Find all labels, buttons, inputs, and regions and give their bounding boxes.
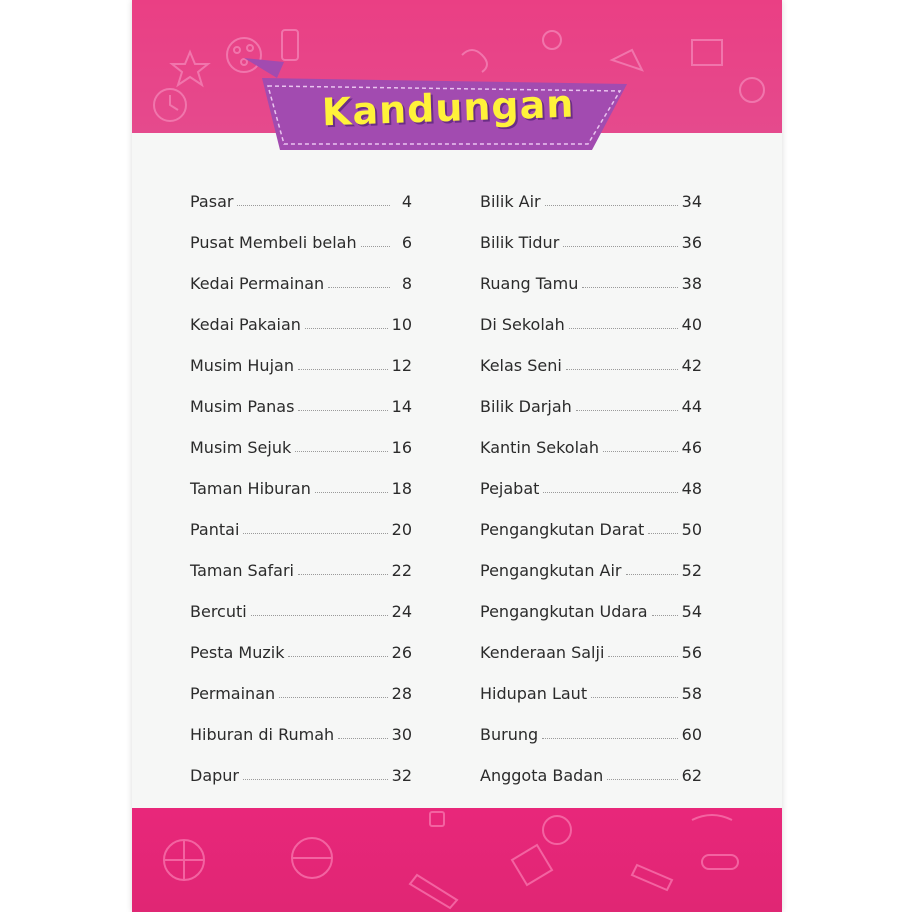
toc-entry-page-number: 14 (391, 397, 412, 416)
dot-leader (607, 778, 677, 780)
toc-entry-label: Bilik Tidur (480, 233, 560, 252)
toc-entry (480, 334, 702, 375)
toc-entry-page-number: 28 (391, 684, 412, 703)
toc-entry (190, 457, 412, 498)
toc-entry (190, 211, 412, 252)
toc-entry (190, 703, 412, 744)
dot-leader (298, 409, 387, 411)
toc-entry (480, 252, 702, 293)
toc-entry (190, 662, 412, 703)
toc-entry-page-number: 8 (401, 274, 412, 293)
dot-leader (626, 573, 678, 575)
dot-leader (298, 573, 388, 575)
toc-entry (480, 539, 702, 580)
dot-leader (328, 286, 390, 288)
toc-entry-label: Pengangkutan Darat (480, 520, 645, 539)
dot-leader (305, 327, 388, 329)
toc-entry (480, 170, 702, 211)
dot-leader (243, 778, 388, 780)
toc-entry-page-number: 36 (681, 233, 702, 252)
toc-entry-page-number: 26 (391, 643, 412, 662)
toc-entry-page-number: 60 (681, 725, 702, 744)
toc-entry (480, 580, 702, 621)
toc-entry-page-number: 54 (681, 602, 702, 621)
toc-entry (190, 621, 412, 662)
toc-entry-page-number: 24 (391, 602, 412, 621)
toc-entry-label: Kantin Sekolah (480, 438, 599, 457)
toc-entry-page-number: 22 (391, 561, 412, 580)
dot-leader (288, 655, 387, 657)
dot-leader (563, 245, 677, 247)
toc-entry-label: Permainan (190, 684, 276, 703)
toc-entry-page-number: 50 (681, 520, 702, 539)
toc-entry-label: Dapur (190, 766, 239, 785)
dot-leader (251, 614, 388, 616)
dot-leader (576, 409, 678, 411)
toc-entry-page-number: 4 (401, 192, 412, 211)
toc-entry (190, 170, 412, 211)
toc-entry (480, 211, 702, 252)
dot-leader (237, 204, 390, 206)
toc-entry-label: Pantai (190, 520, 240, 539)
toc-entry-page-number: 16 (391, 438, 412, 457)
toc-entry-label: Pasar (190, 192, 234, 211)
toc-entry-label: Burung (480, 725, 539, 744)
dot-leader (608, 655, 677, 657)
dot-leader (603, 450, 678, 452)
toc-entry-label: Taman Safari (190, 561, 294, 580)
toc-entry-page-number: 48 (681, 479, 702, 498)
dot-leader (652, 614, 678, 616)
toc-entry-page-number: 42 (681, 356, 702, 375)
toc-entry (480, 457, 702, 498)
toc-entry-page-number: 46 (681, 438, 702, 457)
toc-entry-page-number: 62 (681, 766, 702, 785)
toc-entry (190, 580, 412, 621)
dot-leader (315, 491, 388, 493)
toc-entry-page-number: 30 (391, 725, 412, 744)
toc-entry-label: Anggota Badan (480, 766, 604, 785)
dot-leader (566, 368, 678, 370)
toc-entry-page-number: 52 (681, 561, 702, 580)
toc-entry (480, 498, 702, 539)
dot-leader (648, 532, 677, 534)
toc-entry-label: Bilik Darjah (480, 397, 572, 416)
toc-entry-page-number: 44 (681, 397, 702, 416)
toc-entry (190, 539, 412, 580)
toc-entry (480, 662, 702, 703)
dot-leader (338, 737, 388, 739)
toc-entry-label: Kedai Pakaian (190, 315, 301, 334)
dot-leader (543, 491, 677, 493)
toc-entry (480, 375, 702, 416)
dot-leader (545, 204, 678, 206)
toc-entry-label: Pusat Membeli belah (190, 233, 357, 252)
dot-leader (591, 696, 678, 698)
toc-entry-page-number: 32 (391, 766, 412, 785)
toc-entry (190, 744, 412, 785)
dot-leader (279, 696, 388, 698)
dot-leader (542, 737, 678, 739)
toc-entry-label: Pesta Muzik (190, 643, 285, 662)
toc-entry (190, 375, 412, 416)
bottom-pink-band (132, 808, 782, 912)
toc-column-right (480, 170, 702, 785)
toc-entry (480, 293, 702, 334)
toc-entry-label: Taman Hiburan (190, 479, 311, 498)
toc-entry-page-number: 38 (681, 274, 702, 293)
dot-leader (298, 368, 388, 370)
toc-entry-label: Pengangkutan Udara (480, 602, 648, 621)
toc-entry-page-number: 56 (681, 643, 702, 662)
toc-entry-label: Musim Hujan (190, 356, 294, 375)
toc-entry-page-number: 34 (681, 192, 702, 211)
dot-leader (582, 286, 677, 288)
toc-entry (480, 416, 702, 457)
toc-entry (190, 498, 412, 539)
toc-entry-label: Bercuti (190, 602, 247, 621)
dot-leader (569, 327, 678, 329)
toc-entry-label: Kelas Seni (480, 356, 562, 375)
toc-entry-page-number: 18 (391, 479, 412, 498)
page-title: Kandungan (321, 81, 575, 135)
toc-entry (190, 252, 412, 293)
toc-entry-page-number: 6 (401, 233, 412, 252)
toc-entry-label: Musim Panas (190, 397, 295, 416)
toc-entry-label: Hidupan Laut (480, 684, 588, 703)
dot-leader (361, 245, 390, 247)
toc-entry-page-number: 58 (681, 684, 702, 703)
toc-entry-page-number: 10 (391, 315, 412, 334)
toc-entry (190, 293, 412, 334)
toc-entry (190, 334, 412, 375)
dot-leader (243, 532, 387, 534)
toc-entry-label: Musim Sejuk (190, 438, 292, 457)
toc-entry-label: Pengangkutan Air (480, 561, 622, 580)
toc-entry (480, 744, 702, 785)
toc-column-left (190, 170, 412, 785)
toc-entry-page-number: 40 (681, 315, 702, 334)
toc-entry-label: Hiburan di Rumah (190, 725, 335, 744)
toc-entry-label: Di Sekolah (480, 315, 565, 334)
toc-entry-label: Ruang Tamu (480, 274, 579, 293)
toc-entry-label: Kedai Permainan (190, 274, 325, 293)
toc-entry-label: Bilik Air (480, 192, 541, 211)
toc-entry-page-number: 20 (391, 520, 412, 539)
toc-entry (480, 703, 702, 744)
book-page (132, 0, 782, 912)
toc-entry (480, 621, 702, 662)
toc-entry-label: Pejabat (480, 479, 540, 498)
toc-entry-label: Kenderaan Salji (480, 643, 605, 662)
toc-entry-page-number: 12 (391, 356, 412, 375)
dot-leader (295, 450, 387, 452)
toc-entry (190, 416, 412, 457)
